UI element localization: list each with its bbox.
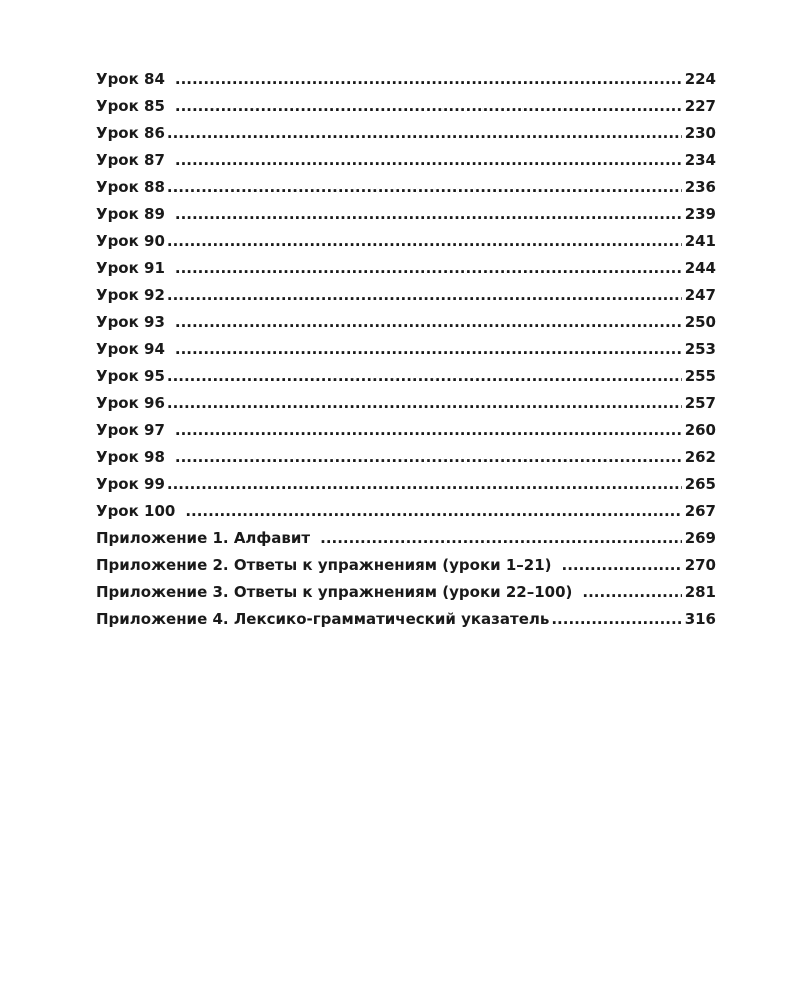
toc-entry-page-number: 239: [684, 205, 716, 223]
toc-entry-title: Урок 95: [96, 367, 165, 385]
toc-entry-page-number: 236: [684, 178, 716, 196]
toc-entry-title: Урок 97: [96, 421, 165, 439]
toc-entry[interactable]: [96, 97, 716, 124]
toc-entry-title: Приложение 4. Лексико-грамматический указатель: [96, 610, 550, 628]
toc-entry-title: Урок 94: [96, 340, 165, 358]
toc-entry-page-number: 267: [684, 502, 716, 520]
toc-entry-page-number: 247: [684, 286, 716, 304]
toc-entry-page-number: 316: [684, 610, 716, 628]
toc-entry[interactable]: [96, 502, 716, 529]
toc-entry[interactable]: [96, 70, 716, 97]
dot-leader: [167, 394, 682, 412]
dot-leader: [320, 529, 682, 547]
toc-entry-title: Урок 86: [96, 124, 165, 142]
dot-leader: [562, 556, 682, 574]
toc-entry[interactable]: [96, 151, 716, 178]
toc-entry-page-number: 244: [684, 259, 716, 277]
toc-entry-page-number: 255: [684, 367, 716, 385]
dot-leader: [175, 313, 682, 331]
toc-entry-title: Приложение 2. Ответы к упражнениям (уроки 1–21): [96, 556, 552, 574]
toc-entry-title: Приложение 1. Алфавит: [96, 529, 311, 547]
toc-entry-title: Урок 98: [96, 448, 165, 466]
dot-leader: [175, 421, 682, 439]
toc-entry-page-number: 270: [684, 556, 716, 574]
toc-entry[interactable]: [96, 205, 716, 232]
toc-entry[interactable]: [96, 124, 716, 151]
toc-entry[interactable]: [96, 259, 716, 286]
dot-leader: [582, 583, 682, 601]
toc-entry-title: Урок 99: [96, 475, 165, 493]
toc-entry-page-number: 257: [684, 394, 716, 412]
toc-entry-page-number: 230: [684, 124, 716, 142]
toc-entry-page-number: 224: [684, 70, 716, 88]
dot-leader: [175, 448, 682, 466]
toc-entry-page-number: 234: [684, 151, 716, 169]
dot-leader: [167, 367, 682, 385]
toc-entry-page-number: 227: [684, 97, 716, 115]
toc-entry-title: Урок 91: [96, 259, 165, 277]
toc-entry[interactable]: [96, 286, 716, 313]
dot-leader: [175, 205, 682, 223]
toc-entry[interactable]: [96, 313, 716, 340]
dot-leader: [167, 475, 682, 493]
dot-leader: [175, 340, 682, 358]
toc-entry[interactable]: [96, 232, 716, 259]
toc-entry-title: Урок 88: [96, 178, 165, 196]
toc-entry-title: Урок 87: [96, 151, 165, 169]
dot-leader: [167, 178, 682, 196]
toc-entry[interactable]: [96, 394, 716, 421]
toc-entry[interactable]: [96, 583, 716, 610]
toc-entry[interactable]: [96, 367, 716, 394]
toc-entry-page-number: 281: [684, 583, 716, 601]
toc-entry-page-number: 265: [684, 475, 716, 493]
toc-entry-title: Урок 92: [96, 286, 165, 304]
toc-entry-page-number: 262: [684, 448, 716, 466]
dot-leader: [167, 232, 682, 250]
toc-entry-page-number: 250: [684, 313, 716, 331]
toc-entry[interactable]: [96, 421, 716, 448]
toc-entry-page-number: 269: [684, 529, 716, 547]
toc-entry[interactable]: [96, 340, 716, 367]
toc-entry-page-number: 260: [684, 421, 716, 439]
dot-leader: [551, 610, 682, 628]
toc-entry[interactable]: [96, 529, 716, 556]
toc-entry-page-number: 253: [684, 340, 716, 358]
toc-entry[interactable]: [96, 475, 716, 502]
dot-leader: [167, 286, 682, 304]
toc-entry[interactable]: [96, 448, 716, 475]
toc-entry-title: Приложение 3. Ответы к упражнениям (уроки 22–100): [96, 583, 573, 601]
toc-entry[interactable]: [96, 556, 716, 583]
dot-leader: [175, 259, 682, 277]
toc-entry[interactable]: [96, 178, 716, 205]
toc-entry-title: Урок 100: [96, 502, 176, 520]
toc-entry-title: Урок 89: [96, 205, 165, 223]
toc-entry-title: Урок 85: [96, 97, 165, 115]
dot-leader: [185, 502, 682, 520]
dot-leader: [167, 124, 682, 142]
toc-entry-title: Урок 93: [96, 313, 165, 331]
toc-entry-page-number: 241: [684, 232, 716, 250]
toc-entry-title: Урок 96: [96, 394, 165, 412]
dot-leader: [175, 151, 682, 169]
toc-entry[interactable]: [96, 610, 716, 637]
toc-entry-title: Урок 84: [96, 70, 165, 88]
dot-leader: [175, 97, 682, 115]
dot-leader: [175, 70, 682, 88]
toc-entry-title: Урок 90: [96, 232, 165, 250]
table-of-contents: [96, 70, 716, 637]
